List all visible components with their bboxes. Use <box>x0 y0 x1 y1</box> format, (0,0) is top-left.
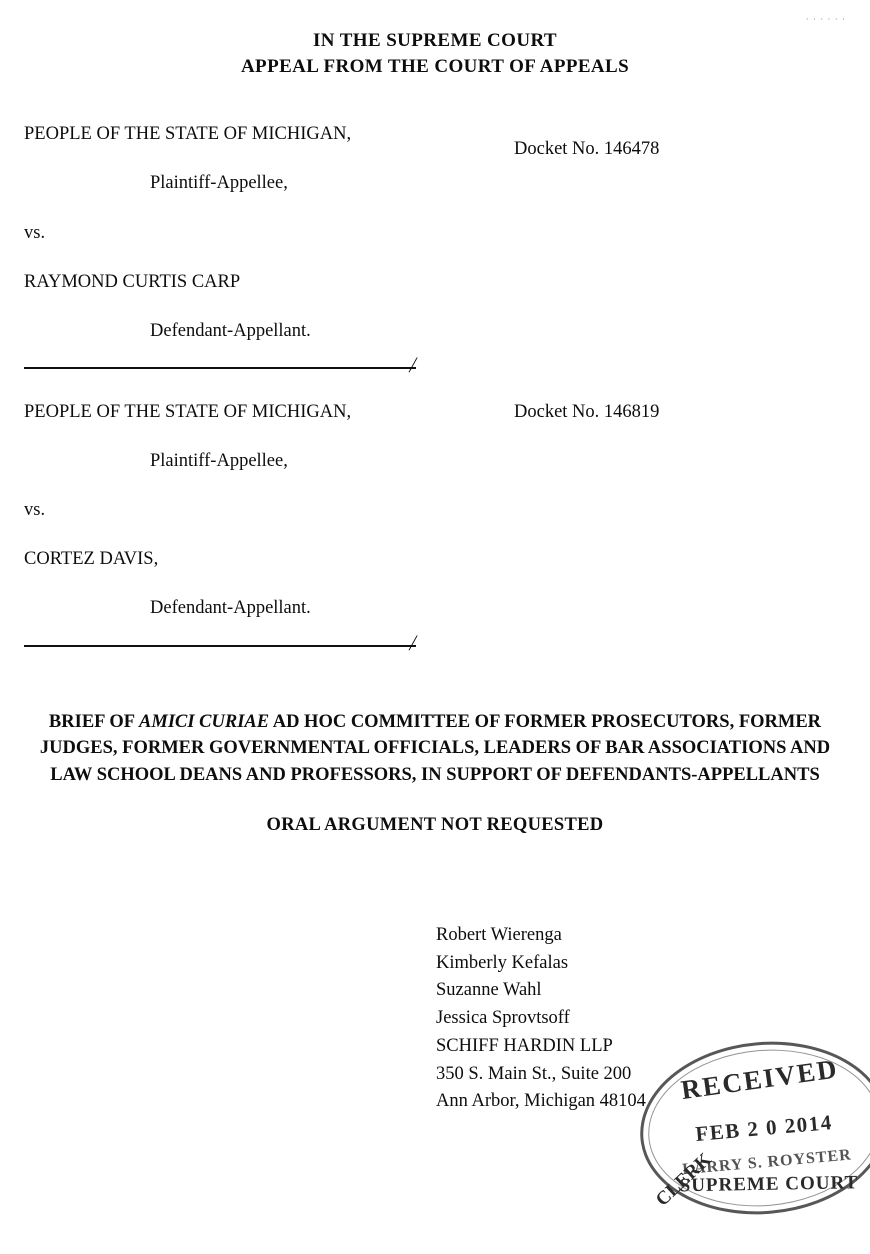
caption1-plaintiff-row <box>24 123 846 146</box>
caption2-slash: / <box>407 629 419 655</box>
caption1-plaintiff: PEOPLE OF THE STATE OF MICHIGAN, <box>24 124 352 145</box>
caption1-defendant-role: Defendant-Appellant. <box>150 320 311 341</box>
brief-title <box>0 709 870 789</box>
caption1-docket-number: Docket No. 146478 <box>514 139 660 160</box>
caption2-divider <box>24 631 846 657</box>
caption-block-carp <box>0 123 870 379</box>
caption2-plaintiff: PEOPLE OF THE STATE OF MICHIGAN, <box>24 401 352 422</box>
appeal-from: APPEAL FROM THE COURT OF APPEALS <box>240 55 630 77</box>
counsel-line: Suzanne Wahl <box>436 980 542 1001</box>
counsel-address-street: 350 S. Main St., Suite 200 <box>436 1063 632 1084</box>
stamp-received-text: RECEIVED <box>679 1053 841 1106</box>
counsel-firm: SCHIFF HARDIN LLP <box>436 1035 613 1056</box>
caption2-defendant: CORTEZ DAVIS, <box>24 549 159 570</box>
counsel-signature-block <box>0 922 870 1116</box>
counsel-line: Kimberly Kefalas <box>436 952 569 973</box>
caption1-defendant: RAYMOND CURTIS CARP <box>24 271 241 292</box>
court-name: IN THE SUPREME COURT <box>313 30 557 51</box>
caption2-plaintiff-role: Plaintiff-Appellee, <box>150 451 288 472</box>
stamp-clerk-name: LARRY S. ROYSTER <box>681 1146 853 1179</box>
caption2-plaintiff-row <box>24 401 846 424</box>
counsel-line: Robert Wierenga <box>436 924 562 945</box>
caption2-defendant-role: Defendant-Appellant. <box>150 598 311 619</box>
caption1-plaintiff-role: Plaintiff-Appellee, <box>150 173 288 194</box>
stamp-date-text: FEB 2 0 2014 <box>694 1110 834 1146</box>
counsel-line: Jessica Sprovtsoff <box>436 1008 570 1029</box>
caption1-slash: / <box>407 351 419 377</box>
scan-corner-artifact: · · · · · · <box>805 14 846 24</box>
caption1-role-row <box>24 139 846 195</box>
caption1-vs: vs. <box>24 222 46 243</box>
oral-argument-notice: ORAL ARGUMENT NOT REQUESTED <box>266 814 604 835</box>
stamp-court-label: SUPREME COURT <box>679 1172 859 1197</box>
caption-block-davis <box>0 401 870 657</box>
caption1-divider <box>24 353 846 379</box>
caption1-rule <box>24 367 416 369</box>
brief-title-part1: BRIEF OF <box>48 711 140 732</box>
caption2-vs: vs. <box>24 500 46 521</box>
caption2-rule <box>24 645 416 647</box>
brief-title-part2: AD HOC COMMITTEE OF FORMER PROSECUTORS, FORMER JUDGES, FORMER GOVERNMENTAL OFFICIALS, LEADERS OF BAR ASSOCIATIONS AND LAW SCHOOL DEANS AND PROFESSORS, IN SUPPORT OF DEFENDANTS-APPELLANTS <box>39 711 831 786</box>
court-header <box>0 28 870 79</box>
caption2-docket-number: Docket No. 146819 <box>514 401 660 422</box>
counsel-address-city: Ann Arbor, Michigan 48104 <box>436 1091 646 1112</box>
brief-title-amici-curiae: AMICI CURIAE <box>139 711 270 732</box>
stamp-clerk-label: CLERK <box>651 1149 716 1211</box>
